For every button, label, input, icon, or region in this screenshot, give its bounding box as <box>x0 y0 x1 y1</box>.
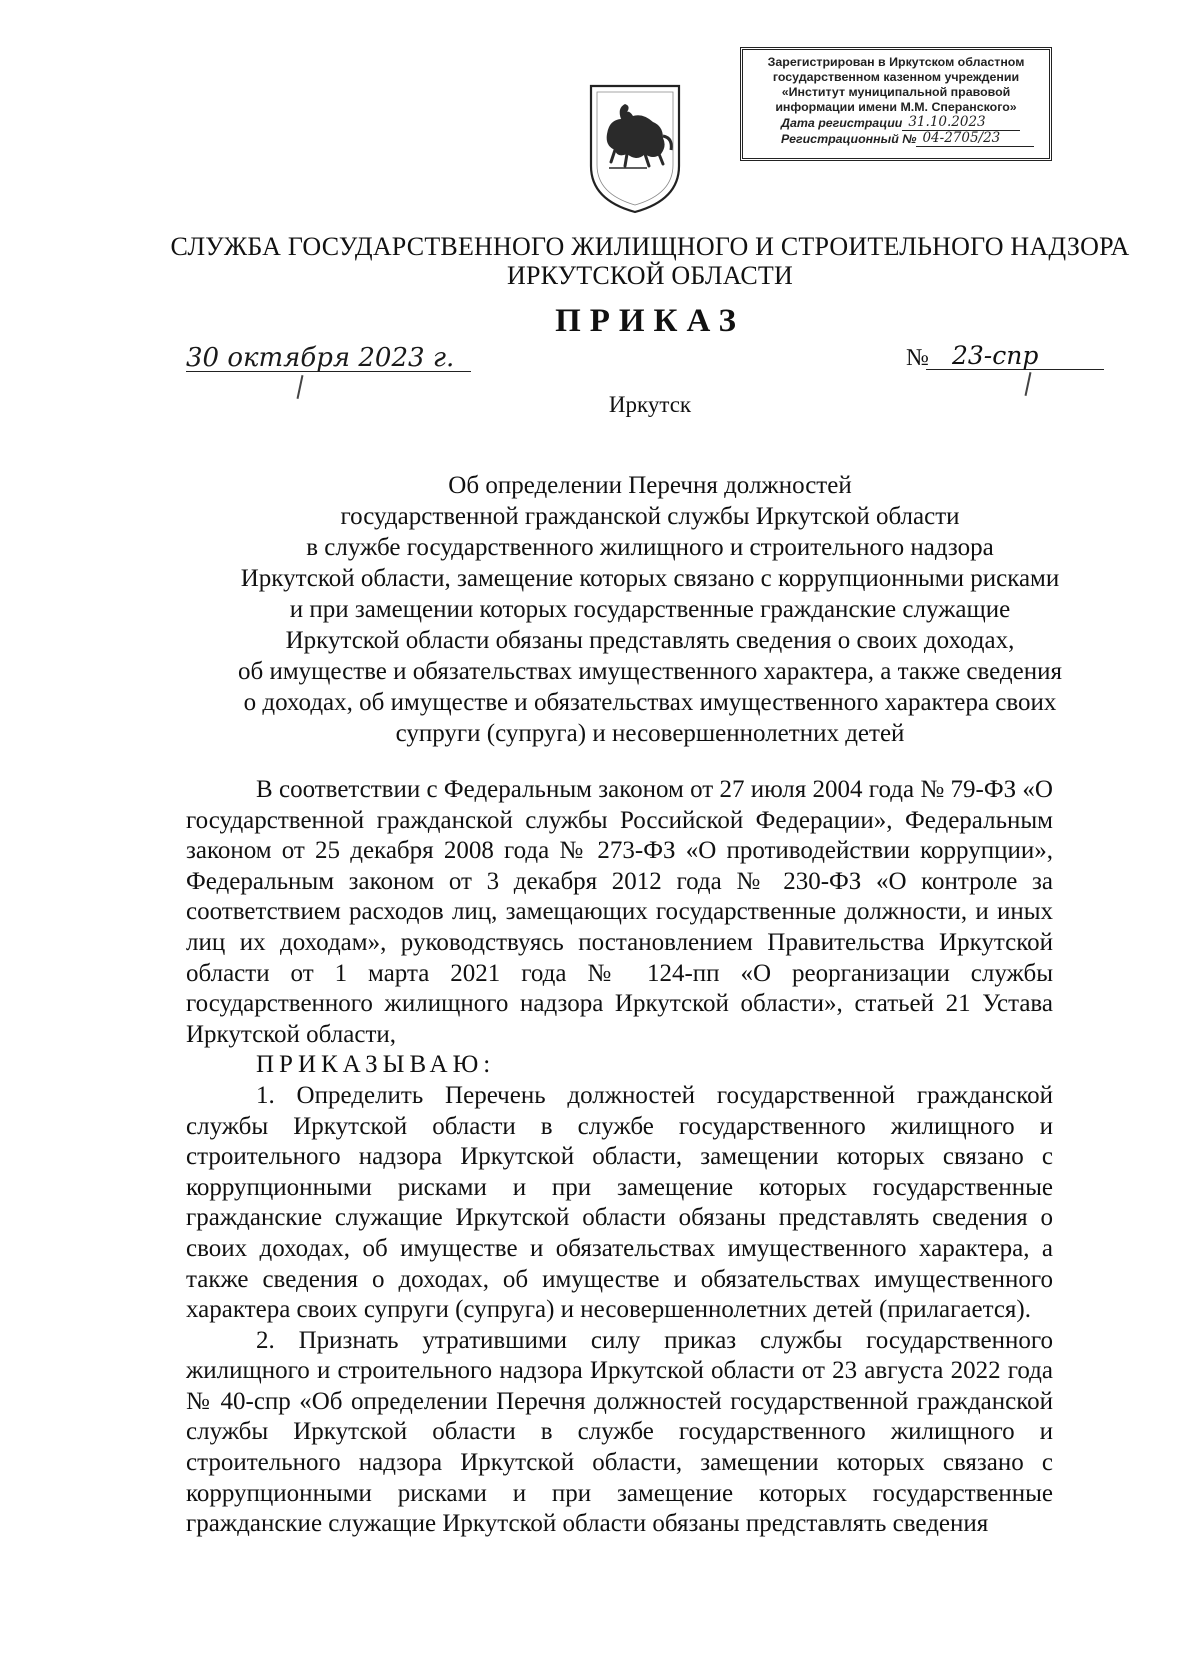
subject-line: супруги (супруга) и несовершеннолетних детей <box>395 720 905 747</box>
subject-line: о доходах, об имуществе и обязательствах имущественного характера своих <box>243 689 1057 716</box>
stamp-line: Зарегистрирован в Иркутском областном <box>767 55 1025 69</box>
stamp-line: «Институт муниципальной правовой <box>781 85 1011 99</box>
stamp-reg-row <box>751 131 1041 147</box>
subject-line: Об определении Перечня должностей <box>448 472 852 499</box>
coat-of-arms-emblem <box>587 82 683 216</box>
order-number-handwritten: 23-спр <box>926 343 1104 370</box>
agency-name <box>0 232 1200 290</box>
item-2-paragraph: 2. Признать утратившими силу приказ службы государственного жилищного и строительного надзора Иркутской области от 23 августа 2022 года № 40-спр «Об определении Перечня должностей государственной гражданской службы Иркутской области в службе государственного жилищного и строительного надзора Иркутской области, замещении которых связано с коррупционными рисками и при замещение которых государственные гражданские служащие Иркутской области обязаны представлять сведения <box>186 1326 1053 1538</box>
stamp-reg-value: 04-2705/23 <box>916 131 1034 147</box>
item-1-paragraph: 1. Определить Перечень должностей государственной гражданской службы Иркутской области в службе государственного жилищного и строительного надзора Иркутской области, замещении которых связано с коррупционными рисками и при замещение которых государственные гражданские служащие Иркутской области обязаны представлять сведения о своих доходах, об имуществе и обязательствах имущественного характера, а также сведения о доходах, об имуществе и обязательствах имущественного характера своих супруги (супруга) и несовершеннолетних детей (прилагается). <box>186 1081 1053 1324</box>
stamp-line: информации имени М.М. Сперанского» <box>775 100 1017 114</box>
registration-stamp <box>740 47 1052 161</box>
preamble-paragraph: В соответствии с Федеральным законом от 27 июля 2004 года № 79-ФЗ «О государственной гражданской службы Российской Федерации», Федеральным законом от 25 декабря 2008 года № 273-ФЗ «О противодействии коррупции», Федеральным законом от 3 декабря 2012 года № 230-ФЗ «О контроле за соответствием расходов лиц, замещающих государственные должности, и иных лиц их доходам», руководствуясь постановлением Правительства Иркутской области от 1 марта 2021 года № 124-пп «О реорганизации службы государственного жилищного надзора Иркутской области», статьей 21 Устава Иркутской области, <box>186 776 1053 1048</box>
stamp-reg-label: Регистрационный № <box>781 132 917 146</box>
subject-line: Иркутской области, замещение которых связано с коррупционными рисками <box>240 565 1060 592</box>
stamp-date-value: 31.10.2023 <box>902 115 1020 131</box>
agency-line: ИРКУТСКОЙ ОБЛАСТИ <box>506 261 793 290</box>
order-date-handwritten: 30 октября 2023 г. <box>186 345 471 372</box>
stamp-date-row <box>751 115 1041 131</box>
subject-line: Иркутской области обязаны представлять сведения о своих доходах, <box>285 627 1015 654</box>
document-type-title: ПРИКАЗ <box>555 303 745 339</box>
subject-line: об имуществе и обязательствах имущественного характера, а также сведения <box>237 658 1063 685</box>
number-sign: № <box>906 345 929 371</box>
subject-line: в службе государственного жилищного и строительного надзора <box>306 534 994 561</box>
agency-line: СЛУЖБА ГОСУДАРСТВЕННОГО ЖИЛИЩНОГО И СТРОИТЕЛЬНОГО НАДЗОРА <box>170 232 1130 261</box>
command-heading: ПРИКАЗЫВАЮ: <box>256 1051 496 1079</box>
city-name: Иркутск <box>608 392 692 417</box>
subject-line: государственной гражданской службы Иркутской области <box>340 503 960 530</box>
stamp-line: государственном казенном учреждении <box>772 70 1020 84</box>
subject-line: и при замещении которых государственные гражданские служащие <box>289 596 1011 623</box>
order-body <box>186 775 1053 1540</box>
stamp-date-label: Дата регистрации <box>781 116 903 130</box>
order-subject <box>0 470 1200 749</box>
